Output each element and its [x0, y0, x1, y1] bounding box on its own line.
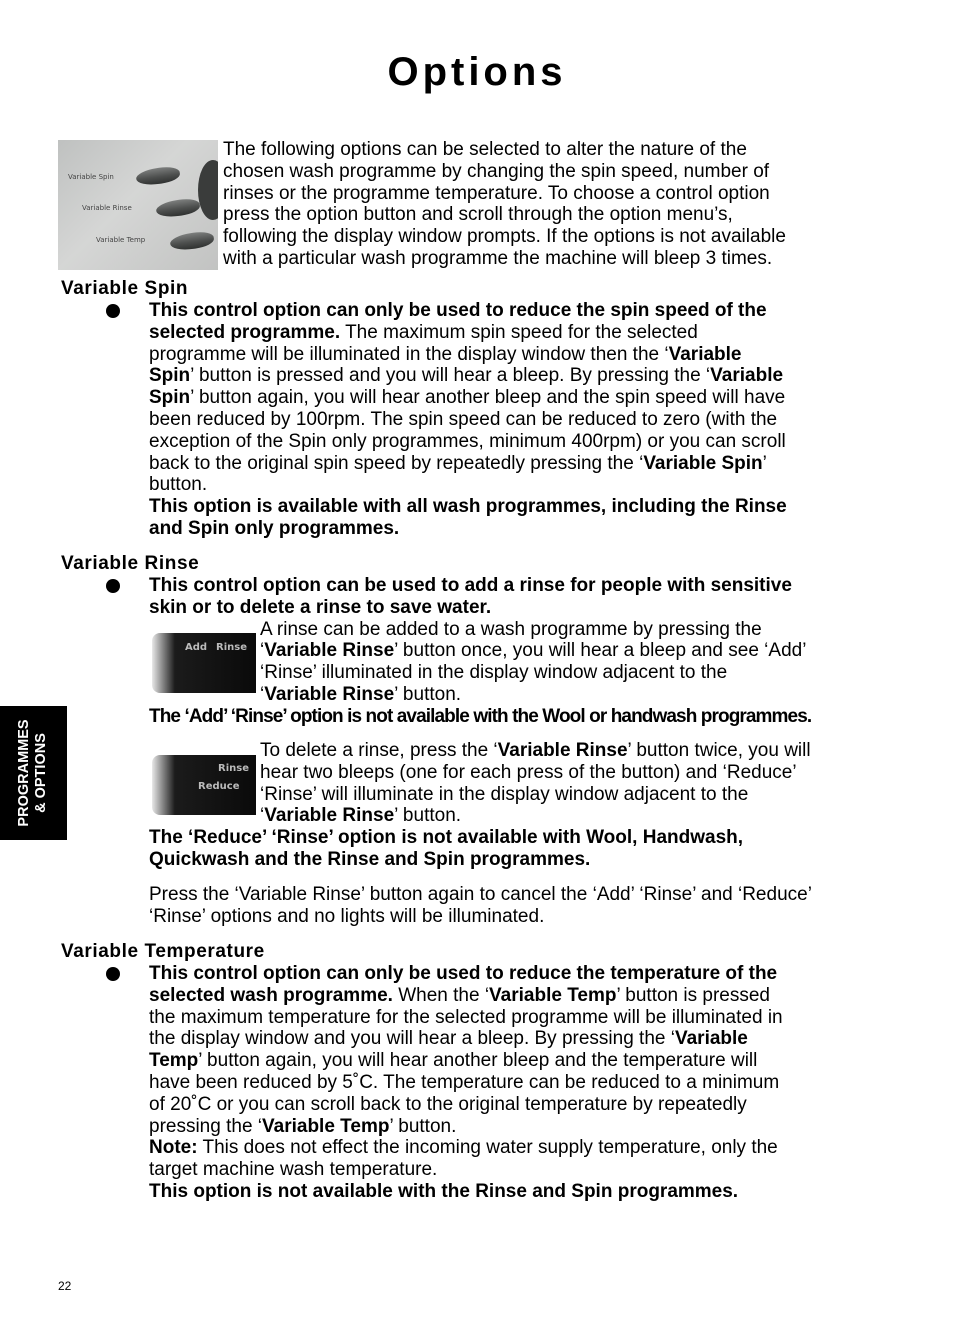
text-bold: Quickwash and the Rinse and Spin programmes.	[149, 849, 591, 870]
display-text-rinse: Rinse	[216, 642, 247, 653]
section-heading-variable-rinse: Variable Rinse	[61, 553, 200, 574]
text-line: A rinse can be added to a wash programme by pressing the	[260, 618, 762, 640]
text-bold: This control option can only be used to reduce the temperature of the	[149, 963, 778, 984]
text-line: ’ button.	[394, 805, 462, 827]
text-bold: Variable Temp	[262, 1115, 390, 1137]
text-bold: Variable	[710, 365, 784, 387]
text-bold: Variable Rinse	[264, 684, 395, 705]
text-line: ’ button once, you will hear a bleep and see ‘Add’	[394, 640, 807, 662]
text-line: of 20˚C or you can scroll back to the original temperature by repeatedly	[149, 1093, 747, 1115]
section-side-tab	[0, 706, 67, 840]
text-line: ‘Rinse’ illuminated in the display window adjacent to the	[260, 662, 728, 684]
text-line: have been reduced by 5˚C. The temperature can be reduced to a minimum	[149, 1072, 780, 1093]
text-line: ‘	[260, 640, 265, 662]
text-line: This does not effect the incoming water supply temperature, only the	[197, 1137, 778, 1159]
text-line: The maximum spin speed for the selected	[340, 321, 698, 343]
intro-line: chosen wash programme by changing the spin speed, number of	[223, 160, 770, 182]
bullet-icon	[106, 579, 120, 593]
intro-line: rinses or the programme temperature. To choose a control option	[223, 182, 770, 204]
text-line: hear two bleeps (one for each press of the button) and ‘Reduce’	[260, 761, 797, 783]
bullet-icon	[106, 967, 120, 981]
text-bold: Variable Rinse	[497, 740, 628, 761]
text-bold: Temp	[149, 1050, 199, 1072]
intro-line: with a particular wash programme the machine will bleep 3 times.	[223, 248, 773, 269]
text-line: the display window and you will hear a bleep. By pressing the ‘	[149, 1028, 675, 1050]
text-bold: Spin	[149, 387, 191, 409]
text-line: ‘Rinse’ will illuminate in the display window adjacent to the	[260, 783, 749, 805]
add-rinse-note: The ‘Add’ ‘Rinse’ option is not available with the Wool or handwash programmes.	[149, 706, 812, 727]
side-tab-line: PROGRAMMES	[16, 719, 32, 827]
text-bold: This option is available with all wash programmes, including the Rinse	[149, 496, 787, 518]
panel-edge	[198, 160, 218, 220]
text-line: back to the original spin speed by repeatedly pressing the ‘	[149, 452, 644, 474]
side-tab-line: & OPTIONS	[33, 733, 49, 813]
text-line: ‘	[260, 684, 265, 705]
control-panel-image	[58, 140, 218, 270]
panel-label-rinse: Variable Rinse	[82, 204, 132, 212]
rinse-button-icon	[155, 197, 201, 219]
text-line: pressing the ‘	[149, 1115, 263, 1137]
bullet-icon	[106, 304, 120, 318]
text-line: ‘Rinse’ options and no lights will be illuminated.	[149, 905, 545, 927]
text-line: ’ button is pressed and you will hear a bleep. By pressing the ‘	[190, 365, 711, 387]
text-line: ’ button twice, you will	[627, 740, 811, 761]
text-bold: Variable Temp	[489, 984, 617, 1006]
intro-line: press the option button and scroll through the option menu’s,	[223, 204, 733, 226]
text-line: ’ button is pressed	[616, 984, 770, 1006]
text-line: Press the ‘Variable Rinse’ button again to cancel the ‘Add’ ‘Rinse’ and ‘Reduce’	[149, 884, 812, 905]
text-bold: Spin	[149, 365, 191, 387]
text-bold: Variable Rinse	[264, 640, 395, 662]
temp-button-icon	[169, 230, 215, 252]
reduce-rinse-display-image	[152, 755, 256, 815]
section-heading-variable-spin: Variable Spin	[61, 278, 189, 299]
text-bold: Variable Spin	[643, 452, 763, 474]
note-label: Note:	[149, 1137, 198, 1159]
text-bold: This control option can be used to add a rinse for people with sensitive	[149, 575, 792, 596]
page-number: 22	[58, 1279, 72, 1293]
panel-label-spin: Variable Spin	[68, 173, 114, 181]
text-line: been reduced by 100rpm. The spin speed can be reduced to zero (with the	[149, 409, 778, 430]
text-bold: Variable Rinse	[264, 805, 395, 827]
text-line: When the ‘	[392, 984, 490, 1006]
spin-button-icon	[135, 165, 181, 187]
text-bold: selected wash programme.	[149, 984, 393, 1006]
text-line: ’	[762, 452, 767, 474]
text-line: To delete a rinse, press the ‘	[260, 740, 498, 761]
text-bold: Variable	[674, 1028, 748, 1050]
text-bold: skin or to delete a rinse to save water.	[149, 596, 492, 618]
display-text-add: Add	[185, 642, 208, 653]
display-text-reduce: Reduce	[198, 781, 240, 792]
intro-line: The following options can be selected to alter the nature of the	[223, 139, 747, 160]
text-bold: The ‘Reduce’ ‘Rinse’ option is not available with Wool, Handwash,	[149, 827, 744, 849]
display-text-rinse: Rinse	[218, 763, 249, 774]
text-line: button.	[149, 474, 208, 496]
text-line: ‘	[260, 805, 265, 827]
text-line: the maximum temperature for the selected programme will be illuminated in	[149, 1006, 783, 1028]
text-line: ’ button.	[394, 684, 462, 705]
text-line: exception of the Spin only programmes, minimum 400rpm) or you can scroll	[149, 430, 786, 452]
section-heading-variable-temperature: Variable Temperature	[61, 941, 265, 962]
panel-label-temp: Variable Temp	[96, 236, 146, 244]
text-line: programme will be illuminated in the display window then the ‘	[149, 343, 669, 365]
intro-line: following the display window prompts. If the options is not available	[223, 226, 786, 248]
text-bold: Variable	[668, 343, 742, 365]
add-rinse-display-image	[152, 633, 256, 693]
text-line: ’ button again, you will hear another bleep and the spin speed will have	[190, 387, 786, 409]
text-line: ’ button again, you will hear another bleep and the temperature will	[198, 1050, 758, 1072]
text-line: target machine wash temperature.	[149, 1159, 438, 1181]
text-line: ’ button.	[389, 1115, 457, 1137]
text-bold: This option is not available with the Rinse and Spin programmes.	[149, 1181, 739, 1202]
text-bold: selected programme.	[149, 321, 341, 343]
page-title: Options	[387, 50, 567, 94]
text-bold: and Spin only programmes.	[149, 518, 400, 539]
text-line: This control option can only be used to reduce the spin speed of the	[149, 300, 767, 321]
